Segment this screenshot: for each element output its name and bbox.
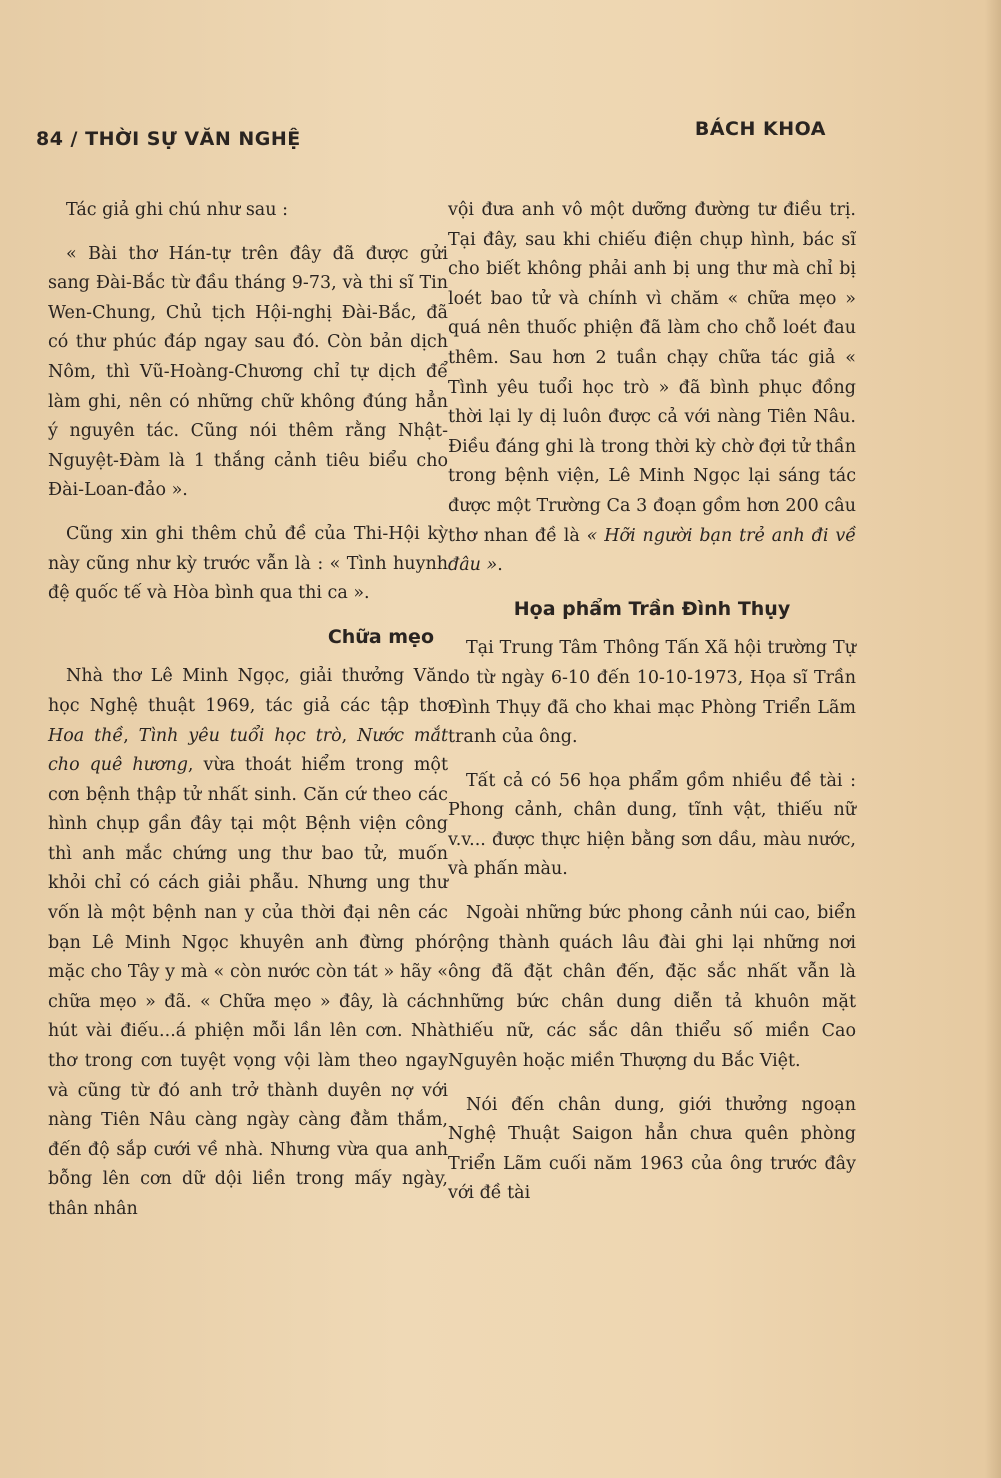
header-page-number-section: 84 / THỜI SỰ VĂN NGHỆ [36,128,301,150]
artworks-paragraph: Tất cả có 56 họa phẩm gồm nhiều đề tài : Phong cảnh, chân dung, tĩnh vật, thiếu nữ v.v... được thực hiện bằng sơn dầu, màu nước, và phấn màu. [448,770,856,880]
chua-meo-text-b: , vừa thoát hiểm trong một cơn bệnh thập tử nhất sinh. Căn cứ theo các hình chụp gần đây tại một Bệnh viện công thì anh mắc chứng ung thư bao tử, muốn khỏi chỉ có cách giải phẫu. Nhưng ung thư vốn là một bệnh nan y của thời đại nên các bạn Lê Minh Ngọc khuyên anh đừng phó mặc cho Tây y mà « còn nước còn tát » hãy « chữa mẹo » đã. « Chữa mẹo » đây, là cách hút vài điếu...á phiện mỗi lần lên cơn. Nhà thơ trong cơn tuyệt vọng vội làm theo ngay và cũng từ đó anh trở thành duyên nợ với nàng Tiên Nâu càng ngày càng đằm thắm, đến độ sắp cưới về nhà. Nhưng vừa qua anh bỗng lên cơn dữ dội liền trong mấy ngày, thân nhân [48,755,448,1219]
author-note-intro: Tác giả ghi chú như sau : [66,200,288,220]
chua-meo-continuation [448,196,856,581]
comma-sep: , [123,725,139,746]
portraits-paragraph: Nói đến chân dung, giới thưởng ngoạn Nghệ Thuật Saigon hẳn chưa quên phòng Triển Lãm cuối năm 1963 của ông trước đây với đề tài [448,1094,856,1204]
continuation-end: . [497,555,503,576]
chua-meo-text-a: Nhà thơ Lê Minh Ngọc, giải thưởng Văn học Nghệ thuật 1969, tác giả các tập thơ [48,666,448,716]
book-title-hoa-the: Hoa thề [48,725,124,746]
page-header [36,118,836,148]
header-magazine-title: BÁCH KHOA [694,118,826,140]
truong-ca-title: « Hỡi người bạn trẻ anh đi về đâu » [448,525,856,576]
section-heading-chua-meo: Chữa mẹo [327,625,434,648]
chua-meo-paragraph [48,662,448,1224]
landscapes-paragraph: Ngoài những bức phong cảnh núi cao, biển rộng thành quách lâu đài ghi lại những nơi ông đã đặt chân đến, đặc sắc nhất vẫn là những bức chân dung diễn tả khuôn mặt thiếu nữ, các sắc dân thiểu số miền Cao Nguyên hoặc miền Thượng du Bắc Việt. [448,903,856,1072]
page-edge-shadow [985,0,1001,1478]
book-title-tinh-yeu: Tình yêu tuổi học trò [138,725,342,746]
exhibition-paragraph: Tại Trung Tâm Thông Tấn Xã hội trường Tự do từ ngày 6-10 đến 10-10-1973, Họa sĩ Trần Đình Thụy đã cho khai mạc Phòng Triển Lãm tranh của ông. [448,638,856,748]
comma-sep: , [341,725,358,746]
theme-paragraph: Cũng xin ghi thêm chủ đề của Thi-Hội kỳ này cũng như kỳ trước vẫn là : « Tình huynh đệ quốc tế và Hòa bình qua thi ca ». [48,523,448,604]
left-column [48,196,448,1239]
author-note-quote: « Bài thơ Hán-tự trên đây đã được gửi sang Đài-Bắc từ đầu tháng 9-73, và thi sĩ Tin Wen-Chung, Chủ tịch Hội-nghị Đài-Bắc, đã có thư phúc đáp ngay sau đó. Còn bản dịch Nôm, thì Vũ-Hoàng-Chương chỉ tự dịch để làm ghi, nên có những chữ không đúng hẳn ý nguyên tác. Cũng nói thêm rằng Nhật-Nguyệt-Đàm là 1 thắng cảnh tiêu biểu cho Đài-Loan-đảo ». [48,243,448,501]
section-heading-hoa-pham: Họa phẩm Trần Đình Thụy [513,597,791,620]
right-column [448,196,856,1223]
book-title-nuoc-mat: Nước mắt cho quê hương [48,725,448,776]
continuation-text: vội đưa anh vô một dưỡng đường tư điều trị. Tại đây, sau khi chiếu điện chụp hình, bác sĩ cho biết không phải anh bị ung thư mà chỉ bị loét bao tử và chính vì chăm « chữa mẹo » quá nên thuốc phiện đã làm cho chỗ loét đau thêm. Sau hơn 2 tuần chạy chữa tác giả « Tình yêu tuổi học trò » đã bình phục đồng thời lại ly dị luôn được cả với nàng Tiên Nâu. Điều đáng ghi là trong thời kỳ chờ đợi tử thần trong bệnh viện, Lê Minh Ngọc lại sáng tác được một Trường Ca 3 đoạn gồm hơn 200 câu thơ nhan đề là [448,200,856,546]
